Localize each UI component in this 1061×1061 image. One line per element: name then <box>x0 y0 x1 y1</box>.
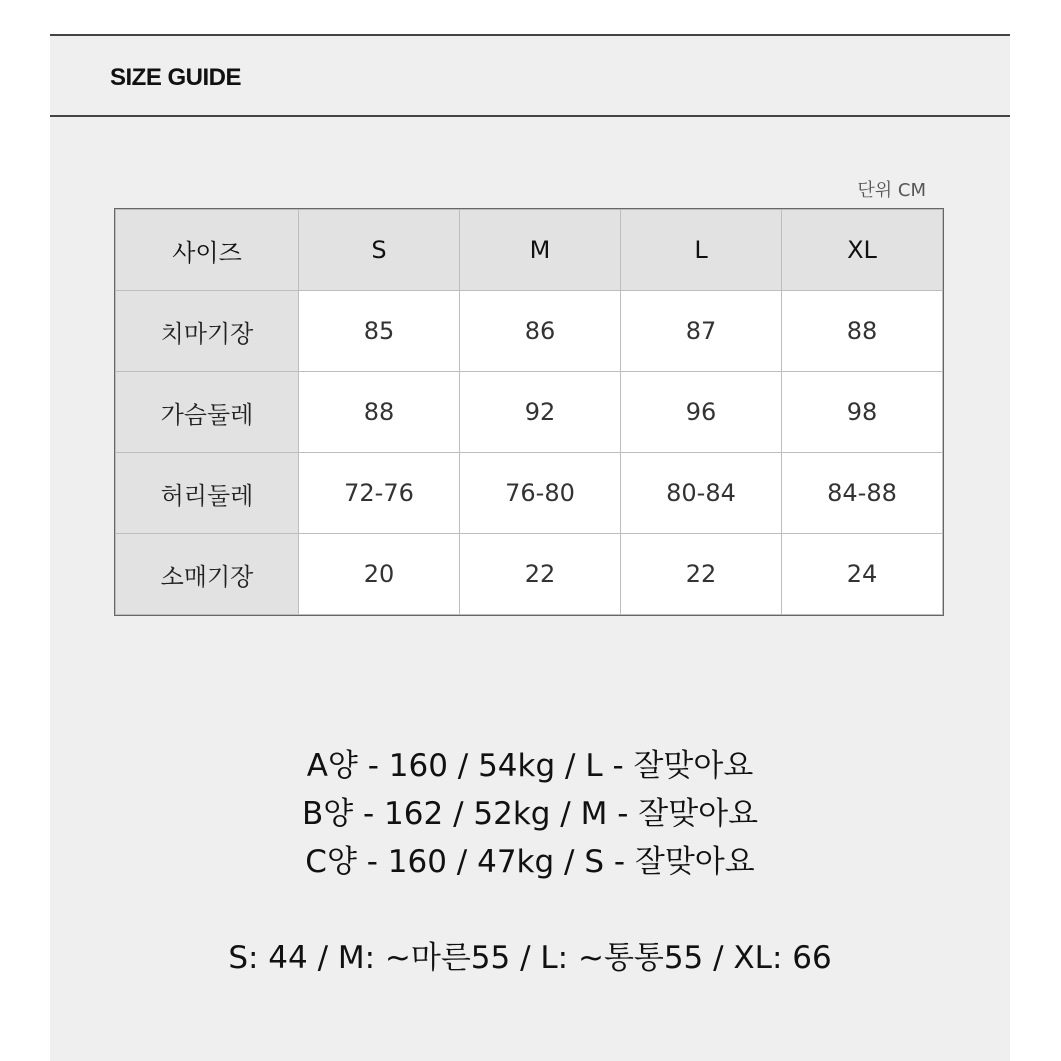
column-header: XL <box>782 210 943 291</box>
size-equivalence-note: S: 44 / M: ~마른55 / L: ~통통55 / XL: 66 <box>228 940 832 976</box>
column-header: L <box>621 210 782 291</box>
table-row <box>116 453 943 534</box>
table-cell: 24 <box>782 534 943 615</box>
table-cell: 87 <box>621 291 782 372</box>
row-label: 가슴둘레 <box>116 372 299 453</box>
table-cell: 22 <box>621 534 782 615</box>
table-cell: 88 <box>299 372 460 453</box>
table-cell: 76-80 <box>460 453 621 534</box>
model-note-c: C양 - 160 / 47kg / S - 잘맞아요 <box>305 844 755 880</box>
header <box>50 36 1010 117</box>
table-cell: 86 <box>460 291 621 372</box>
model-note-a: A양 - 160 / 54kg / L - 잘맞아요 <box>306 748 754 784</box>
table-cell: 22 <box>460 534 621 615</box>
table-cell: 92 <box>460 372 621 453</box>
table-cell: 20 <box>299 534 460 615</box>
model-note-b: B양 - 162 / 52kg / M - 잘맞아요 <box>301 796 759 832</box>
table-cell: 88 <box>782 291 943 372</box>
unit-label: 단위 CM <box>857 180 926 201</box>
row-label: 치마기장 <box>116 291 299 372</box>
model-fit-notes <box>50 742 1010 886</box>
row-label: 허리둘레 <box>116 453 299 534</box>
column-header: S <box>299 210 460 291</box>
table-cell: 96 <box>621 372 782 453</box>
table-row <box>116 291 943 372</box>
table-header-row <box>116 210 943 291</box>
table-cell: 98 <box>782 372 943 453</box>
table-row <box>116 372 943 453</box>
table-cell: 85 <box>299 291 460 372</box>
table-row <box>116 534 943 615</box>
table-cell: 84-88 <box>782 453 943 534</box>
row-label: 소매기장 <box>116 534 299 615</box>
column-header: 사이즈 <box>116 210 299 291</box>
table-cell: 72-76 <box>299 453 460 534</box>
size-guide-panel <box>50 34 1010 1061</box>
column-header: M <box>460 210 621 291</box>
size-table <box>115 209 943 615</box>
table-cell: 80-84 <box>621 453 782 534</box>
page-title: SIZE GUIDE <box>110 64 242 91</box>
